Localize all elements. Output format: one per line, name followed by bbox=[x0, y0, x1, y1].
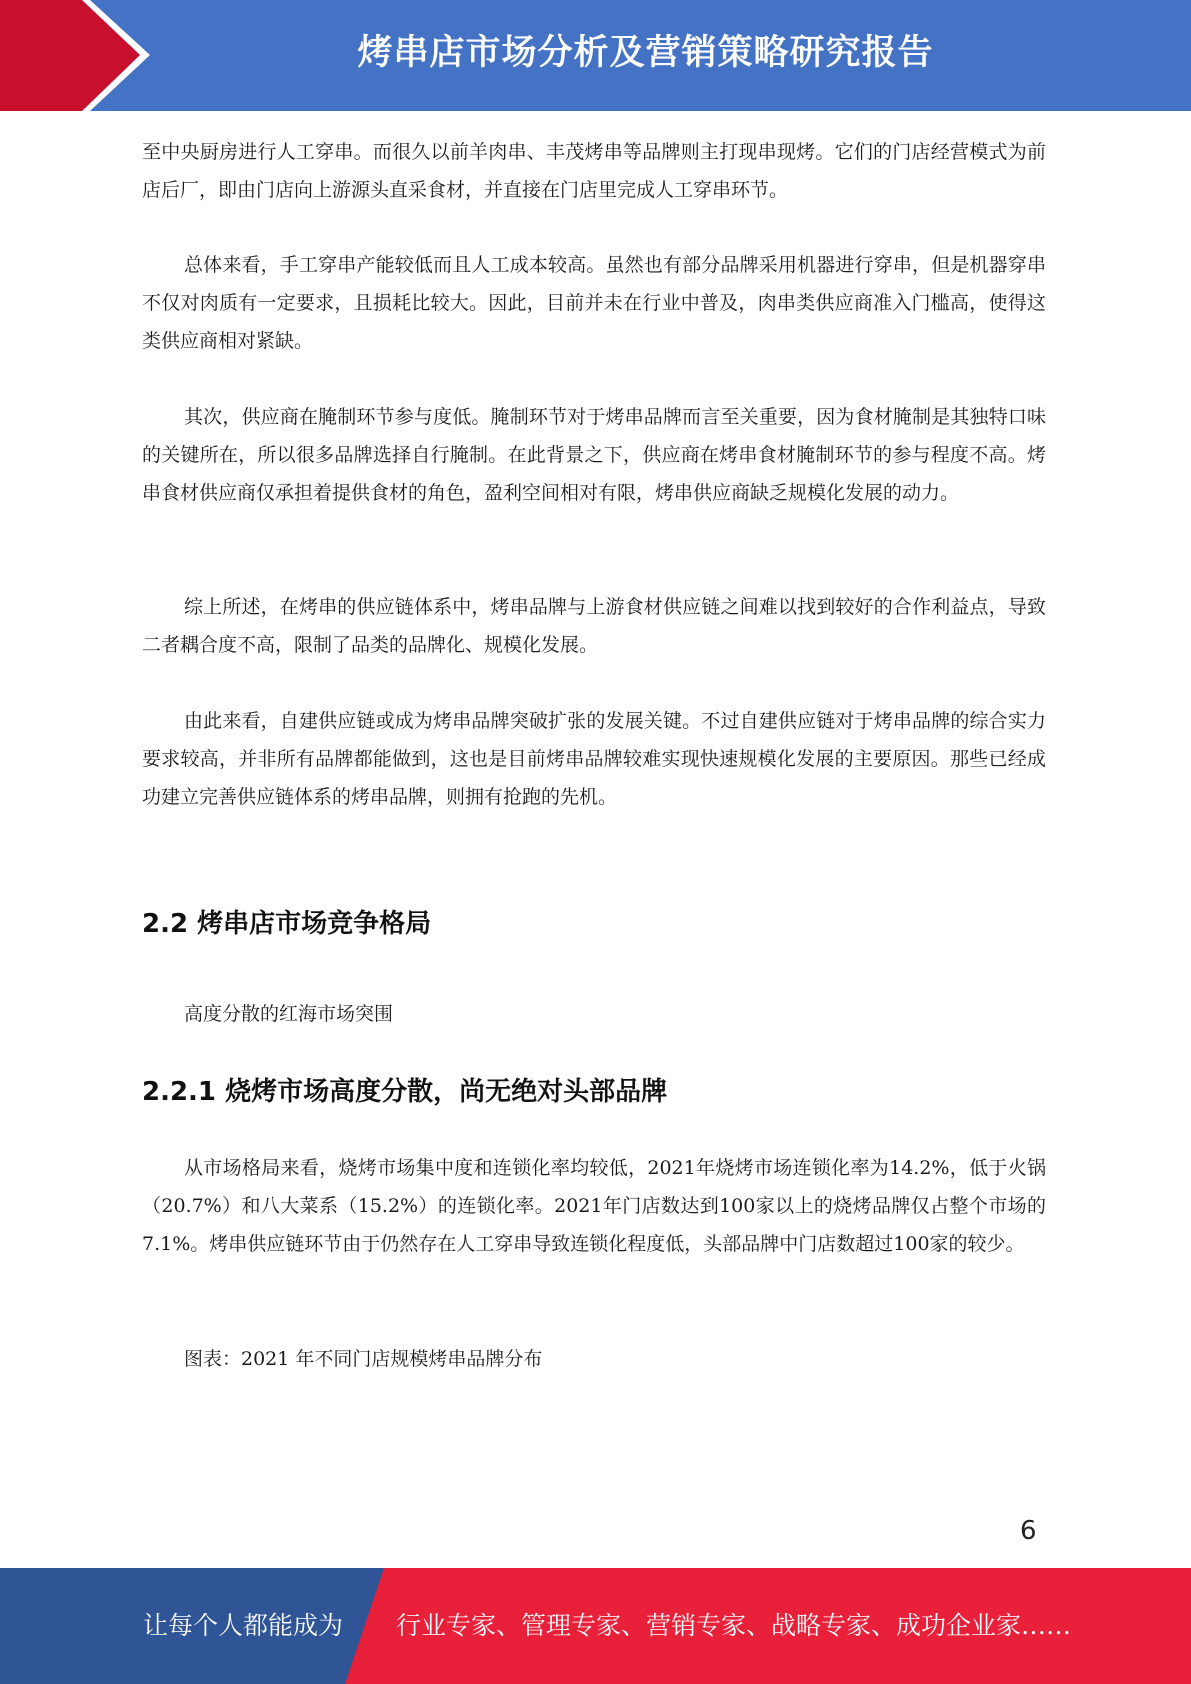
footer-slogan-left: 让每个人都能成为 bbox=[143, 1611, 344, 1640]
paragraph-2: 总体来看，手工穿串产能较低而且人工成本较高。虽然也有部分品牌采用机器进行穿串，但是机器穿串不仅对肉质有一定要求，且损耗比较大。因此，目前并未在行业中普及，肉串类供应商准入门槛高，使得这类供应商相对紧缺。 bbox=[142, 254, 1046, 352]
section-heading: 2.2 烤串店市场竞争格局 bbox=[142, 909, 432, 939]
paragraph-1: 至中央厨房进行人工穿串。而很久以前羊肉串、丰茂烤串等品牌则主打现串现烤。它们的门店经营模式为前店后厂，即由门店向上游源头直采食材，并直接在门店里完成人工穿串环节。 bbox=[142, 141, 1046, 201]
paragraph-3: 其次，供应商在腌制环节参与度低。腌制环节对于烤串品牌而言至关重要，因为食材腌制是其独特口味的关键所在，所以很多品牌选择自行腌制。在此背景之下，供应商在烤串食材腌制环节的参与程度不高。烤串食材供应商仅承担着提供食材的角色，盈利空间相对有限，烤串供应商缺乏规模化发展的动力。 bbox=[142, 406, 1046, 504]
subsection-heading: 2.2.1 烧烤市场高度分散，尚无绝对头部品牌 bbox=[142, 1077, 668, 1107]
section-intro: 高度分散的红海市场突围 bbox=[184, 1003, 394, 1025]
paragraph-5: 由此来看，自建供应链或成为烤串品牌突破扩张的发展关键。不过自建供应链对于烤串品牌的综合实力要求较高，并非所有品牌都能做到，这也是目前烤串品牌较难实现快速规模化发展的主要原因。那些已经成功建立完善供应链体系的烤串品牌，则拥有抢跑的先机。 bbox=[142, 710, 1046, 808]
page-number: 6 bbox=[1020, 1516, 1037, 1546]
subsection-paragraph: 从市场格局来看，烧烤市场集中度和连锁化率均较低，2021年烧烤市场连锁化率为14.2%，低于火锅（20.7%）和八大菜系（15.2%）的连锁化率。2021年门店数达到100家以上的烧烤品牌仅占整个市场的7.1%。烤串供应链环节由于仍然存在人工穿串导致连锁化程度低，头部品牌中门店数超过100家的较少。 bbox=[142, 1157, 1046, 1255]
paragraph-4: 综上所述，在烤串的供应链体系中，烤串品牌与上游食材供应链之间难以找到较好的合作利益点，导致二者耦合度不高，限制了品类的品牌化、规模化发展。 bbox=[142, 596, 1046, 656]
footer-slogan-right: 行业专家、管理专家、营销专家、战略专家、成功企业家…… bbox=[396, 1611, 1072, 1640]
report-title: 烤串店市场分析及营销策略研究报告 bbox=[357, 33, 934, 73]
page-header bbox=[0, 0, 1191, 111]
figure-caption: 图表：2021 年不同门店规模烤串品牌分布 bbox=[184, 1348, 543, 1370]
page-footer bbox=[0, 1568, 1191, 1684]
header-red-arrow-decoration bbox=[0, 0, 155, 111]
